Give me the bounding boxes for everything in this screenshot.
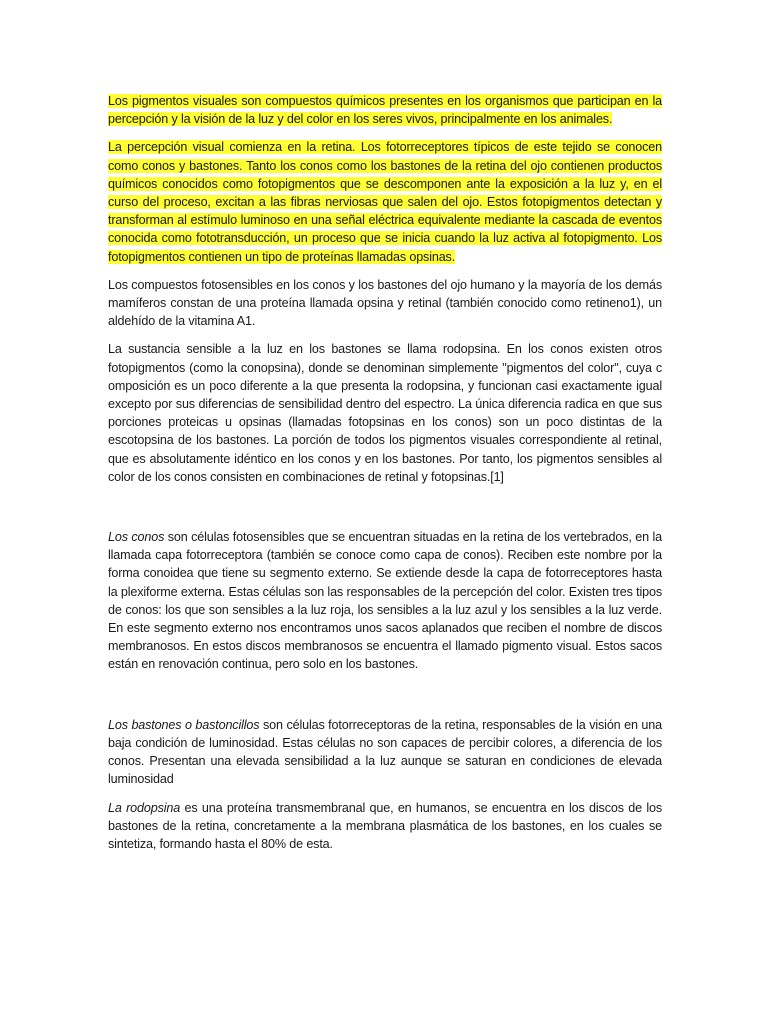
highlighted-text: La percepción visual comienza en la retina. Los fotorreceptores típicos de este tejido se conocen como conos y bastones. Tanto los conos como los bastones de la retina del ojo contienen productos químicos conocidos como fotopigmentos que se descomponen ante la exposición a la luz y, en el curso del proceso, excitan a las fibras nerviosas que salen del ojo. Estos fotopigmentos detectan y transforman al estímulo luminoso en una señal eléctrica equivalente mediante la cascada de eventos conocida como fototransducción, un proceso que se inicia cuando la luz activa al fotopigmento. Los fotopigmentos contienen un tipo de proteínas llamadas opsinas. (108, 140, 662, 264)
paragraph-visual-perception (108, 138, 662, 265)
term-cones: Los conos (108, 530, 165, 545)
paragraph-intro (108, 92, 662, 128)
highlighted-text: Los pigmentos visuales son compuestos químicos presentes en los organismos que participan en la percepción y la visión de la luz y del color en los seres vivos, principalmente en los animales. (108, 94, 662, 127)
paragraph-photosensitive-compounds: Los compuestos fotosensibles en los conos y los bastones del ojo humano y la mayoría de los demás mamíferos constan de una proteína llamada opsina y retinal (también conocido como retineno1), un aldehído de la vitamina A1. (108, 277, 662, 329)
paragraph-text: son células fotorreceptoras de la retina, responsables de la visión en una baja condición de luminosidad. Estas células no son capaces de percibir colores, a diferencia de los conos. Presentan una elevada sensibilidad a la luz aunque se saturan en condiciones de elevada luminosidad (108, 717, 662, 787)
paragraph-rods (108, 716, 662, 789)
paragraph-text: son células fotosensibles que se encuentran situadas en la retina de los vertebrados, en la llamada capa fotorreceptora (también se conoce como capa de conos). Reciben este nombre por la forma conoidea que tiene su segmento externo. Se extiende desde la capa de fotorreceptores hasta la plexiforme externa. Estas células son las responsables de la percepción del color. Existen tres tipos de conos: los que son sensibles a la luz roja, los sensibles a la luz azul y los sensibles a la luz verde. En este segmento externo nos encontramos unos sacos aplanados que reciben el nombre de discos membranosos. En estos discos membranosos se encuentra el llamado pigmento visual. Estos sacos están en renovación continua, pero solo en los bastones. (108, 530, 662, 672)
paragraph-text: es una proteína transmembranal que, en humanos, se encuentra en los discos de los bastones de la retina, concretamente a la membrana plasmática de los bastones, en los cuales se sintetiza, formando hasta el 80% de esta. (108, 800, 662, 851)
term-rhodopsin: La rodopsina (108, 800, 181, 815)
paragraph-cones (108, 528, 662, 674)
term-rods: Los bastones o bastoncillos (108, 717, 260, 732)
paragraph-rhodopsin-substance: La sustancia sensible a la luz en los bastones se llama rodopsina. En los conos existen otros fotopigmentos (como la conopsina), donde se denominan simplemente "pigmentos del color", cuya c omposición es un poco diferente a la que presenta la rodopsina, y funcionan casi exactamente igual excepto por sus diferencias de sensibilidad dentro del espectro. La única diferencia radica en que sus porciones proteicas u opsinas (llamadas fotopsinas en los conos) son un poco distintas de la escotopsina de los bastones. La porción de todos los pigmentos visuales correspondiente al retinal, que es absolutamente idéntico en los conos y en los bastones. Por tanto, los pigmentos sensibles al color de los conos consisten en combinaciones de retinal y fotopsinas.[1] (108, 342, 662, 484)
paragraph-rhodopsin (108, 799, 662, 854)
